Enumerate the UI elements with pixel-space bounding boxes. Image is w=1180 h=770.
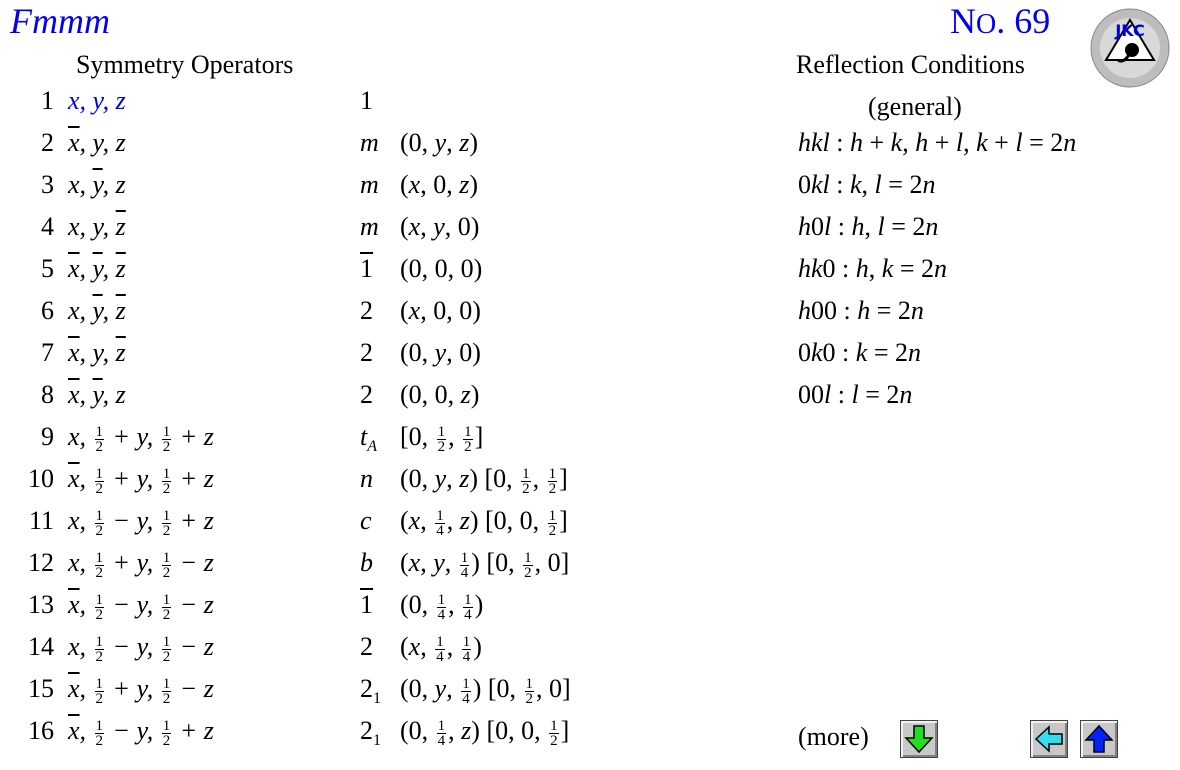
operator-coordinates: $\overline{x}$, $\frac{1}{2}$ + y, $\frac{1}{2}$ + z — [68, 464, 214, 497]
number-value: 69 — [1014, 1, 1051, 41]
operator-coordinates: x, $\frac{1}{2}$ + y, $\frac{1}{2}$ + z — [68, 422, 214, 455]
operator-coordinates: x, $\frac{1}{2}$ − y, $\frac{1}{2}$ + z — [68, 506, 214, 539]
operator-location: (0, $\frac{1}{4}$ , $\frac{1}{4}$ ) — [400, 590, 484, 623]
reflection-conditions-heading: Reflection Conditions — [796, 50, 1025, 79]
operator-symbol: 2 — [360, 380, 373, 409]
operator-location: (0, y, $\frac{1}{4}$ ) [0, $\frac{1}{2}$ , 0] — [400, 674, 571, 707]
operator-symbol: c — [360, 506, 372, 535]
operator-location: (x, $\frac{1}{4}$ , z) [0, 0, $\frac{1}{2}$ ] — [400, 506, 568, 539]
symmetry-operator-row — [0, 422, 700, 464]
symmetry-operator-row — [0, 506, 700, 548]
symmetry-operator-row — [0, 632, 700, 674]
left-arrow-icon — [1034, 724, 1064, 754]
symmetry-operator-row — [0, 254, 700, 296]
symmetry-operator-row — [0, 338, 700, 380]
operator-number: 16 — [28, 716, 54, 745]
operator-number: 10 — [28, 464, 54, 493]
operator-symbol: 1 — [360, 86, 373, 115]
left-button[interactable] — [1030, 720, 1068, 758]
operator-coordinates: x, y, z — [68, 86, 126, 115]
symmetry-operators-heading: Symmetry Operators — [76, 50, 294, 79]
operator-location: (0, y, z) — [400, 128, 479, 157]
operator-location: (0, y, z) [0, $\frac{1}{2}$ , $\frac{1}{2}$ ] — [400, 464, 568, 497]
operator-coordinates: x, $\frac{1}{2}$ − y, $\frac{1}{2}$ − z — [68, 632, 214, 665]
operator-coordinates: x, $\overline{y}$, $\overline{z}$ — [68, 296, 126, 325]
operator-location: (0, y, 0) — [400, 338, 481, 367]
operator-number: 6 — [41, 296, 54, 325]
operator-coordinates: $\overline{x}$, $\frac{1}{2}$ − y, $\frac{1}{2}$ − z — [68, 590, 214, 623]
operator-symbol: 2 — [360, 632, 373, 661]
operator-symbol: m — [360, 212, 379, 241]
symmetry-operator-row — [0, 128, 700, 170]
operator-number: 4 — [41, 212, 54, 241]
operator-number: 15 — [28, 674, 54, 703]
symmetry-operator-row — [0, 590, 700, 632]
operator-location: (x, $\frac{1}{4}$ , $\frac{1}{4}$ ) — [400, 632, 482, 665]
operator-symbol: 2 — [360, 338, 373, 367]
operator-number: 8 — [41, 380, 54, 409]
operator-number: 1 — [41, 86, 54, 115]
symmetry-operator-row — [0, 548, 700, 590]
operator-location: (x, y, $\frac{1}{4}$ ) [0, $\frac{1}{2}$ , 0] — [400, 548, 570, 581]
symmetry-operator-row — [0, 170, 700, 212]
number-prefix-small: O — [976, 9, 997, 40]
operator-location: (0, 0, 0) — [400, 254, 483, 283]
operator-location: (x, 0, 0) — [400, 296, 481, 325]
symmetry-operator-row — [0, 716, 700, 758]
symmetry-operator-row — [0, 674, 700, 716]
reflection-condition: h0l : h, l = 2n — [798, 212, 939, 241]
operator-symbol: $2_1$ — [360, 716, 381, 749]
general-subheading: (general) — [868, 92, 962, 121]
operator-coordinates: $\overline{x}$, $\overline{y}$, $\overline{z}$ — [68, 254, 126, 283]
operator-symbol: 1 — [360, 590, 373, 619]
operator-location: (0, 0, z) — [400, 380, 480, 409]
operator-number: 3 — [41, 170, 54, 199]
operator-symbol: m — [360, 170, 379, 199]
down-arrow-icon — [904, 724, 934, 754]
operator-number: 13 — [28, 590, 54, 619]
symmetry-operator-row — [0, 380, 700, 422]
operator-location: (x, 0, z) — [400, 170, 479, 199]
number-dot: . — [996, 1, 1015, 41]
reflection-condition: hkl : h + k, h + l, k + l = 2n — [798, 128, 1077, 157]
up-button[interactable] — [1080, 720, 1118, 758]
operator-coordinates: x, y, $\overline{z}$ — [68, 212, 126, 241]
down-button[interactable] — [900, 720, 938, 758]
operator-number: 11 — [28, 506, 54, 535]
operator-symbol: n — [360, 464, 373, 493]
operator-location: (0, $\frac{1}{4}$ , z) [0, 0, $\frac{1}{2}$ ] — [400, 716, 570, 749]
operator-number: 7 — [41, 338, 54, 367]
operator-symbol: m — [360, 128, 379, 157]
reflection-condition: 0kl : k, l = 2n — [798, 170, 936, 199]
jkc-logo-icon — [1090, 8, 1170, 88]
operator-number: 5 — [41, 254, 54, 283]
number-prefix-big: N — [950, 1, 976, 41]
operator-coordinates: x, $\overline{y}$, z — [68, 170, 126, 199]
operator-symbol: b — [360, 548, 373, 577]
operator-number: 9 — [41, 422, 54, 451]
operator-number: 2 — [41, 128, 54, 157]
operator-coordinates: x, $\frac{1}{2}$ + y, $\frac{1}{2}$ − z — [68, 548, 214, 581]
operator-coordinates: $\overline{x}$, $\frac{1}{2}$ − y, $\frac{1}{2}$ + z — [68, 716, 214, 749]
symmetry-operator-row — [0, 296, 700, 338]
space-group-number — [950, 0, 1050, 42]
logo-text: JKC — [1115, 21, 1145, 40]
operator-symbol: $2_1$ — [360, 674, 381, 707]
operator-location: [0, $\frac{1}{2}$ , $\frac{1}{2}$ ] — [400, 422, 484, 455]
jkc-logo[interactable] — [1090, 8, 1170, 88]
operator-number: 14 — [28, 632, 54, 661]
operator-symbol: $t_A$ — [360, 422, 378, 455]
operator-coordinates: $\overline{x}$, y, $\overline{z}$ — [68, 338, 126, 367]
operator-location: (x, y, 0) — [400, 212, 480, 241]
symmetry-operator-row — [0, 212, 700, 254]
operator-coordinates: $\overline{x}$, $\frac{1}{2}$ + y, $\frac{1}{2}$ − z — [68, 674, 214, 707]
operator-symbol: 1 — [360, 254, 373, 283]
reflection-condition: 0k0 : k = 2n — [798, 338, 921, 367]
operator-coordinates: $\overline{x}$, y, z — [68, 128, 126, 157]
operator-coordinates: $\overline{x}$, $\overline{y}$, z — [68, 380, 126, 409]
operator-symbol: 2 — [360, 296, 373, 325]
symmetry-operator-row — [0, 86, 700, 128]
symmetry-operator-row — [0, 464, 700, 506]
reflection-condition: h00 : h = 2n — [798, 296, 924, 325]
more-link[interactable]: (more) — [798, 722, 869, 751]
space-group-symbol: Fmmm — [10, 1, 110, 41]
operator-number: 12 — [28, 548, 54, 577]
up-arrow-icon — [1084, 724, 1114, 754]
reflection-condition: 00l : l = 2n — [798, 380, 913, 409]
reflection-condition: hk0 : h, k = 2n — [798, 254, 947, 283]
